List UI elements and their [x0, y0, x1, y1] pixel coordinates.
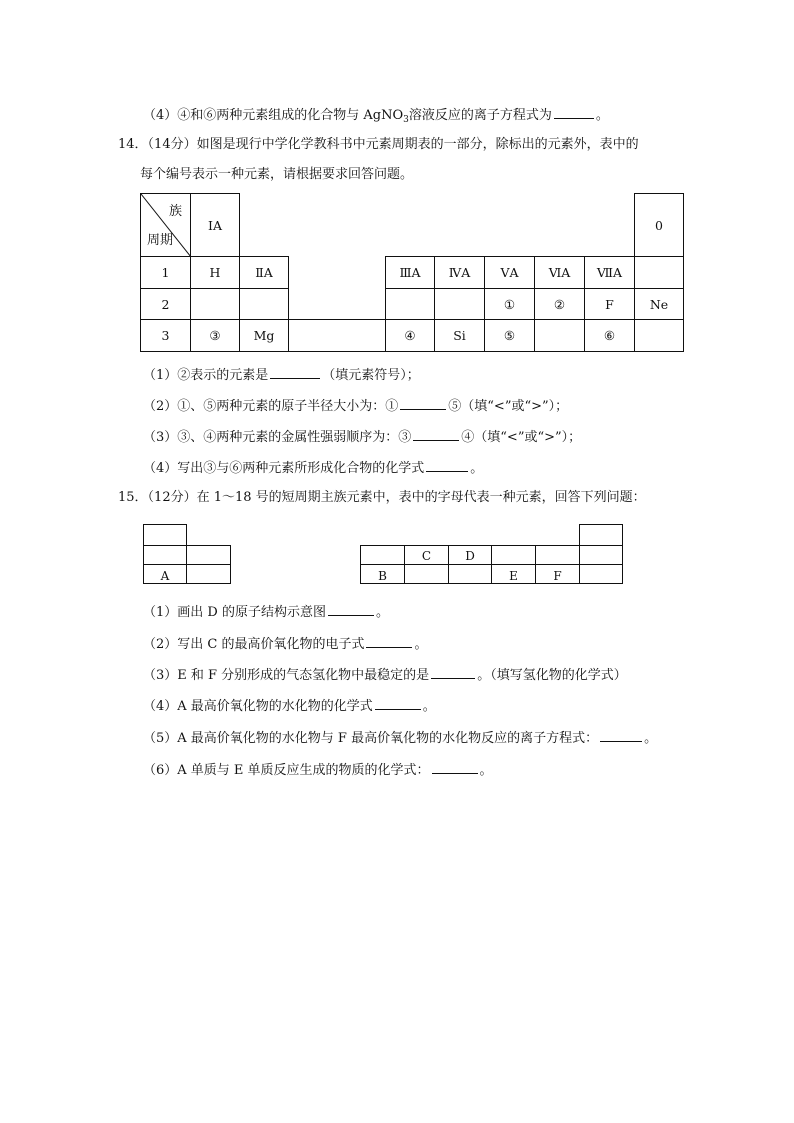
- element-cell: ⑥: [585, 320, 635, 352]
- question-text: 。: [375, 605, 389, 620]
- q14-intro-line1: 14．（14分）如图是现行中学化学教科书中元素周期表的一部分，除标出的元素外，表中的: [118, 137, 639, 152]
- answer-blank[interactable]: [432, 759, 478, 774]
- group-0-header: 0: [635, 194, 684, 257]
- group-header-cell: ⅣA: [435, 257, 485, 289]
- element-cell: ⑤: [485, 320, 535, 352]
- grid-cell-D: D: [448, 545, 492, 565]
- q14-part4: [143, 457, 483, 478]
- q13-part4-text: （4）④和⑥两种元素组成的化合物与 AgNO: [143, 108, 404, 123]
- table-corner-cell: [141, 194, 191, 257]
- question-text: （1）②表示的元素是: [143, 368, 269, 383]
- question-text: （4）A 最高价氧化物的水化物的化学式: [143, 699, 373, 714]
- answer-blank[interactable]: [375, 695, 421, 710]
- group-header-cell: ⅡA: [240, 257, 289, 289]
- answer-blank[interactable]: [426, 457, 468, 472]
- question-text: （2）①、⑤两种元素的原子半径大小为：①: [143, 399, 399, 414]
- element-cell: ③: [191, 320, 240, 352]
- q13-part4: [143, 104, 609, 125]
- q15-part6: [143, 759, 493, 780]
- element-cell: [435, 289, 485, 320]
- answer-blank[interactable]: [270, 364, 320, 379]
- answer-blank[interactable]: [600, 727, 642, 742]
- element-cell: [240, 289, 289, 320]
- q14-intro-line2: 每个编号表示一种元素，请根据要求回答问题。: [140, 167, 414, 182]
- period-cell: 2: [141, 289, 191, 320]
- question-text: 。: [479, 763, 493, 778]
- question-text: ⑤（填“<”或“>”）；: [448, 399, 569, 414]
- element-cell: ①: [485, 289, 535, 320]
- grid-cell-A: A: [143, 564, 187, 584]
- period-cell: 1: [141, 257, 191, 289]
- question-text: 。: [470, 461, 484, 476]
- question-text: （5）A 最高价氧化物的水化物与 F 最高价氧化物的水化物反应的离子方程式：: [143, 731, 599, 746]
- question-text: 。: [422, 699, 436, 714]
- answer-blank[interactable]: [328, 601, 374, 616]
- q15-part2: [143, 633, 428, 654]
- grid-cell: [535, 545, 580, 565]
- period-label: 周期: [147, 233, 174, 248]
- grid-cell: [579, 564, 623, 584]
- answer-blank[interactable]: [554, 104, 594, 119]
- question-text: （6）A 单质与 E 单质反应生成的物质的化学式：: [143, 763, 430, 778]
- empty-space: [240, 194, 635, 257]
- q14-part2: [143, 395, 568, 416]
- grid-cell: [143, 545, 187, 565]
- element-cell: ②: [535, 289, 585, 320]
- grid-cell: [143, 524, 187, 546]
- grid-cell: [448, 564, 492, 584]
- question-text: （4）写出③与⑥两种元素所形成化合物的化学式: [143, 461, 425, 476]
- empty-space: [289, 289, 386, 320]
- group-header-cell: ⅤA: [485, 257, 535, 289]
- element-cell: H: [191, 257, 240, 289]
- question-text: （3）③、④两种元素的金属性强弱顺序为：③: [143, 430, 412, 445]
- element-cell: [635, 257, 684, 289]
- q15-part5: [143, 727, 657, 748]
- grid-cell: [186, 564, 231, 584]
- element-cell: Ne: [635, 289, 684, 320]
- element-cell: [535, 320, 585, 352]
- group-header-cell: ⅦA: [585, 257, 635, 289]
- spacer-cell: [289, 320, 386, 352]
- question-text: （3）E 和 F 分别形成的气态氢化物中最稳定的是: [143, 668, 430, 683]
- grid-cell: [186, 545, 231, 565]
- question-text: （2）写出 C 的最高价氧化物的电子式: [143, 637, 365, 652]
- q15-part4: [143, 695, 436, 716]
- q15-part3: [143, 664, 627, 685]
- grid-cell: [579, 524, 623, 546]
- question-text: 。: [414, 637, 428, 652]
- group-label: 族: [168, 204, 182, 219]
- grid-cell: [360, 545, 405, 565]
- question-text: （填元素符号）；: [322, 368, 420, 383]
- element-cell: F: [585, 289, 635, 320]
- q14-part1: [143, 364, 420, 385]
- answer-blank[interactable]: [431, 664, 475, 679]
- q14-part3: [143, 426, 581, 447]
- q15-part1: [143, 601, 389, 622]
- group-header-cell: ⅢA: [386, 257, 435, 289]
- group-IA-header: ⅠA: [191, 194, 240, 257]
- empty-space: [289, 257, 386, 289]
- answer-blank[interactable]: [413, 426, 459, 441]
- element-cell: [635, 320, 684, 352]
- grid-cell-C: C: [404, 545, 449, 565]
- element-cell: ④: [386, 320, 435, 352]
- element-cell: [386, 289, 435, 320]
- subscript: 3: [403, 115, 409, 125]
- period-cell: 3: [141, 320, 191, 352]
- grid-cell: [579, 545, 623, 565]
- question-text: 。（填写氢化物的化学式）: [477, 668, 627, 683]
- q15-intro: 15．（12分）在 1～18 号的短周期主族元素中，表中的字母代表一种元素，回答下列问题：: [118, 490, 646, 505]
- question-text: 。: [644, 731, 658, 746]
- grid-cell: [491, 545, 536, 565]
- element-cell: Si: [435, 320, 485, 352]
- punctuation: 。: [595, 108, 609, 123]
- q13-part4-text2: 溶液反应的离子方程式为: [408, 108, 552, 123]
- element-cell: Mg: [240, 320, 289, 352]
- grid-cell: [404, 564, 449, 584]
- periodic-table: [140, 193, 684, 352]
- answer-blank[interactable]: [366, 633, 412, 648]
- grid-cell-F: F: [535, 564, 580, 584]
- question-text: （1）画出 D 的原子结构示意图: [143, 605, 326, 620]
- grid-cell-B: B: [360, 564, 405, 584]
- grid-cell-E: E: [491, 564, 536, 584]
- question-text: ④（填“<”或“>”）；: [461, 430, 582, 445]
- element-cell: [191, 289, 240, 320]
- answer-blank[interactable]: [400, 395, 446, 410]
- group-header-cell: ⅥA: [535, 257, 585, 289]
